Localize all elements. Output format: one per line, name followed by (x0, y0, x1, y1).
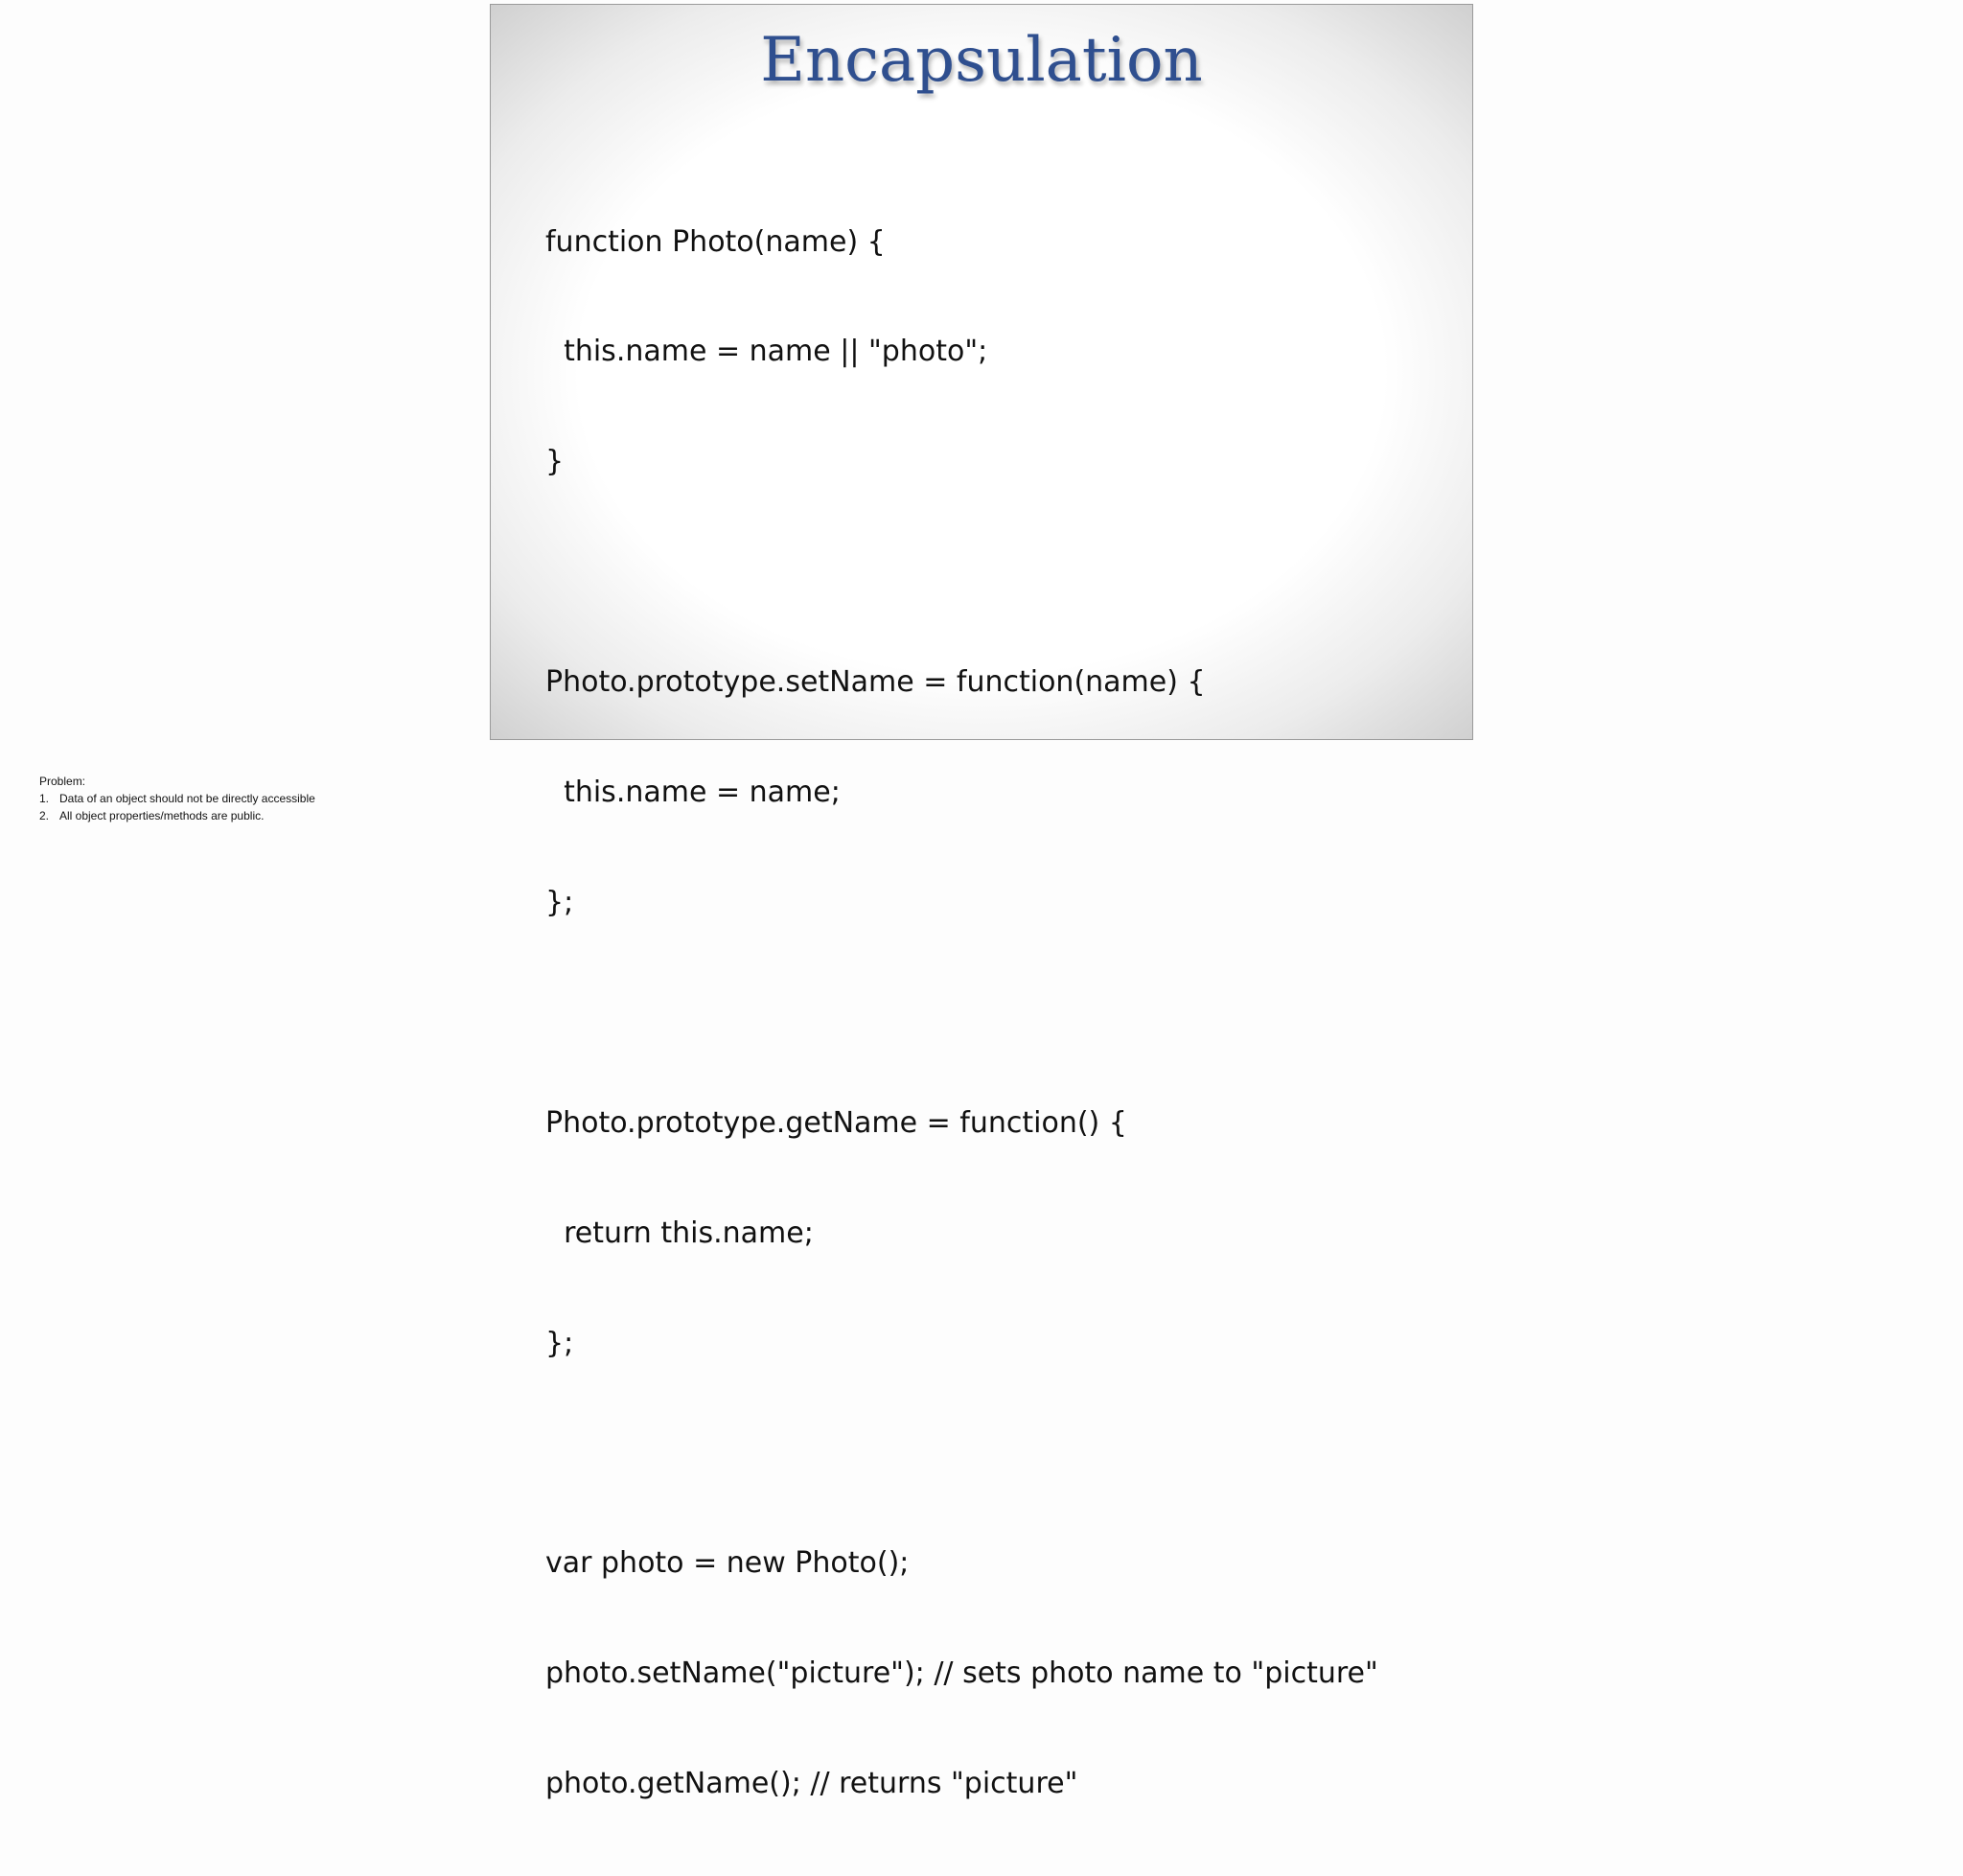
code-line: this.name = name || "photo"; (545, 335, 988, 369)
code-line: Photo.prototype.getName = function() { (545, 1105, 1127, 1140)
code-block (545, 151, 1446, 1876)
code-line-blank (545, 554, 1446, 591)
notes-list-number: 2. (39, 809, 50, 822)
slide (490, 4, 1473, 1801)
code-line-blank (545, 1435, 1446, 1471)
code-line: Photo.prototype.setName = function(name) { (545, 665, 1206, 700)
notes-list (39, 790, 538, 824)
code-line: function Photo(name) { (545, 224, 886, 259)
notes-list-number: 1. (39, 792, 50, 805)
code-line: var photo = new Photo(); (545, 1546, 910, 1581)
code-line: this.name = name; (545, 776, 841, 810)
notes-list-item (39, 790, 538, 807)
code-line: }; (545, 885, 574, 919)
code-line: }; (545, 1326, 574, 1360)
code-line: photo.setName("picture"); // sets photo name to "picture" (545, 1656, 1378, 1691)
notes-list-text: Data of an object should not be directly accessible (59, 792, 315, 805)
code-line: } (545, 445, 565, 479)
code-line: return this.name; (545, 1216, 814, 1250)
notes-heading: Problem: (39, 775, 86, 788)
notes-list-item (39, 807, 538, 824)
notes-list-text: All object properties/methods are public. (59, 809, 265, 822)
code-line: photo.getName(); // returns "picture" (545, 1767, 1078, 1801)
code-line-blank (545, 995, 1446, 1031)
slide-title: Encapsulation (760, 25, 1203, 96)
speaker-notes (39, 773, 538, 824)
